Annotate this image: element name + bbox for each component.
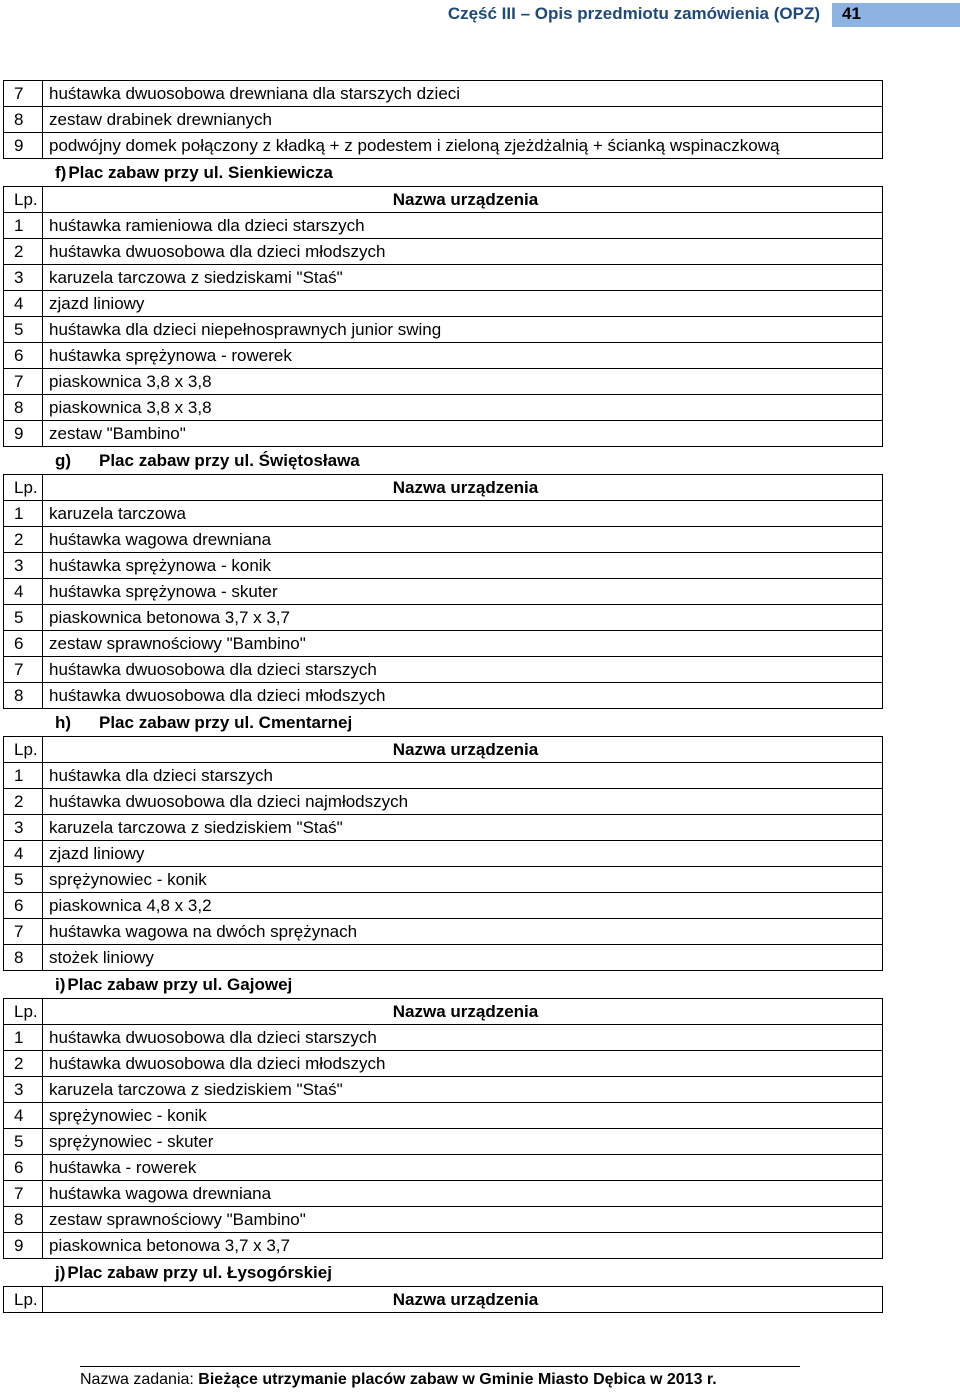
device-name: huśtawka dwuosobowa dla dzieci starszych [43, 657, 883, 683]
table-row [4, 945, 883, 971]
device-name: huśtawka wagowa na dwóch sprężynach [43, 919, 883, 945]
table-header-row [4, 187, 883, 213]
table-row [4, 841, 883, 867]
device-name: karuzela tarczowa [43, 501, 883, 527]
row-number: 4 [4, 579, 43, 605]
document-body [3, 80, 883, 1313]
device-name: huśtawka dwuosobowa drewniana dla starszych dzieci [43, 81, 883, 107]
row-number: 2 [4, 527, 43, 553]
section-name: Plac zabaw przy ul. Świętosława [99, 451, 360, 470]
table-row [4, 1051, 883, 1077]
table-row [4, 893, 883, 919]
section-name: Plac zabaw przy ul. Sienkiewicza [68, 163, 333, 182]
table-row [4, 631, 883, 657]
table-row [4, 395, 883, 421]
row-number: 2 [4, 239, 43, 265]
device-name: piaskownica 4,8 x 3,2 [43, 893, 883, 919]
row-number: 7 [4, 81, 43, 107]
column-header-name: Nazwa urządzenia [43, 737, 883, 763]
device-name: zestaw sprawnościowy "Bambino" [43, 631, 883, 657]
device-name: huśtawka dla dzieci starszych [43, 763, 883, 789]
row-number: 3 [4, 1077, 43, 1103]
equipment-table [3, 1286, 883, 1313]
device-name: zestaw sprawnościowy "Bambino" [43, 1207, 883, 1233]
column-header-lp: Lp. [4, 737, 43, 763]
table-row [4, 265, 883, 291]
table-row [4, 369, 883, 395]
row-number: 5 [4, 1129, 43, 1155]
row-number: 2 [4, 789, 43, 815]
equipment-table [3, 736, 883, 971]
column-header-name: Nazwa urządzenia [43, 187, 883, 213]
device-name: piaskownica 3,8 x 3,8 [43, 369, 883, 395]
table-row [4, 605, 883, 631]
column-header-name: Nazwa urządzenia [43, 999, 883, 1025]
row-number: 2 [4, 1051, 43, 1077]
row-number: 7 [4, 657, 43, 683]
table-row [4, 343, 883, 369]
table-row [4, 501, 883, 527]
section-name: Plac zabaw przy ul. Łysogórskiej [67, 1263, 332, 1282]
row-number: 8 [4, 107, 43, 133]
row-number: 9 [4, 133, 43, 159]
section-letter: g) [55, 451, 72, 470]
table-row [4, 789, 883, 815]
table-row [4, 1103, 883, 1129]
device-name: huśtawka dwuosobowa dla dzieci starszych [43, 1025, 883, 1051]
section-title [3, 971, 883, 998]
device-name: huśtawka ramieniowa dla dzieci starszych [43, 213, 883, 239]
table-row [4, 133, 883, 159]
device-name: zjazd liniowy [43, 291, 883, 317]
section-letter: f) [55, 163, 67, 182]
row-number: 5 [4, 317, 43, 343]
row-number: 8 [4, 1207, 43, 1233]
row-number: 8 [4, 683, 43, 709]
row-number: 5 [4, 867, 43, 893]
table-row [4, 1077, 883, 1103]
table-row [4, 1155, 883, 1181]
table-row [4, 867, 883, 893]
section-name: Plac zabaw przy ul. Cmentarnej [99, 713, 353, 732]
device-name: piaskownica betonowa 3,7 x 3,7 [43, 1233, 883, 1259]
row-number: 7 [4, 919, 43, 945]
section-title [3, 1259, 883, 1286]
section-letter: j) [55, 1263, 66, 1282]
equipment-table [3, 998, 883, 1259]
table-row [4, 317, 883, 343]
device-name: huśtawka wagowa drewniana [43, 1181, 883, 1207]
table-row [4, 815, 883, 841]
table-row [4, 213, 883, 239]
row-number: 1 [4, 1025, 43, 1051]
section-title [3, 159, 883, 186]
page-header [0, 0, 960, 30]
row-number: 1 [4, 501, 43, 527]
device-name: karuzela tarczowa z siedziskiem "Staś" [43, 1077, 883, 1103]
device-name: huśtawka dwuosobowa dla dzieci młodszych [43, 683, 883, 709]
section-letter: i) [55, 975, 66, 994]
row-number: 4 [4, 291, 43, 317]
row-number: 9 [4, 1233, 43, 1259]
table-row [4, 763, 883, 789]
row-number: 1 [4, 213, 43, 239]
page-number: 41 [842, 4, 861, 23]
table-header-row [4, 999, 883, 1025]
device-name: huśtawka - rowerek [43, 1155, 883, 1181]
table-row [4, 1207, 883, 1233]
device-name: piaskownica 3,8 x 3,8 [43, 395, 883, 421]
device-name: zestaw drabinek drewnianych [43, 107, 883, 133]
device-name: sprężynowiec - skuter [43, 1129, 883, 1155]
device-name: huśtawka wagowa drewniana [43, 527, 883, 553]
table-row [4, 683, 883, 709]
table-header-row [4, 475, 883, 501]
equipment-table [3, 186, 883, 447]
column-header-lp: Lp. [4, 999, 43, 1025]
equipment-table [3, 474, 883, 709]
device-name: piaskownica betonowa 3,7 x 3,7 [43, 605, 883, 631]
footer-task-name: Bieżące utrzymanie placów zabaw w Gminie Miasto Dębica w 2013 r. [198, 1371, 717, 1388]
device-name: huśtawka dwuosobowa dla dzieci młodszych [43, 1051, 883, 1077]
device-name: zjazd liniowy [43, 841, 883, 867]
page-number-box [832, 3, 960, 27]
row-number: 5 [4, 605, 43, 631]
section-title [3, 447, 883, 474]
device-name: huśtawka dwuosobowa dla dzieci najmłodszych [43, 789, 883, 815]
table-row [4, 1233, 883, 1259]
column-header-lp: Lp. [4, 475, 43, 501]
row-number: 8 [4, 945, 43, 971]
equipment-table [3, 80, 883, 159]
device-name: huśtawka dla dzieci niepełnosprawnych junior swing [43, 317, 883, 343]
column-header-lp: Lp. [4, 187, 43, 213]
row-number: 3 [4, 815, 43, 841]
row-number: 6 [4, 631, 43, 657]
table-row [4, 239, 883, 265]
device-name: sprężynowiec - konik [43, 867, 883, 893]
column-header-lp: Lp. [4, 1287, 43, 1313]
row-number: 1 [4, 763, 43, 789]
table-row [4, 553, 883, 579]
row-number: 6 [4, 343, 43, 369]
table-row [4, 1129, 883, 1155]
device-name: zestaw "Bambino" [43, 421, 883, 447]
device-name: podwójny domek połączony z kładką + z podestem i zieloną zjeżdżalnią + ścianką wspinaczkową [43, 133, 883, 159]
table-row [4, 1025, 883, 1051]
row-number: 7 [4, 369, 43, 395]
column-header-name: Nazwa urządzenia [43, 1287, 883, 1313]
column-header-name: Nazwa urządzenia [43, 475, 883, 501]
table-row [4, 81, 883, 107]
row-number: 9 [4, 421, 43, 447]
device-name: huśtawka dwuosobowa dla dzieci młodszych [43, 239, 883, 265]
footer-divider [80, 1366, 800, 1367]
row-number: 7 [4, 1181, 43, 1207]
table-row [4, 291, 883, 317]
row-number: 4 [4, 1103, 43, 1129]
device-name: huśtawka sprężynowa - konik [43, 553, 883, 579]
page-footer [80, 1371, 717, 1389]
device-name: karuzela tarczowa z siedziskiem "Staś" [43, 815, 883, 841]
table-row [4, 579, 883, 605]
row-number: 6 [4, 893, 43, 919]
section-title [3, 709, 883, 736]
table-row [4, 919, 883, 945]
row-number: 8 [4, 395, 43, 421]
footer-label: Nazwa zadania: [80, 1371, 199, 1388]
table-row [4, 1181, 883, 1207]
device-name: huśtawka sprężynowa - rowerek [43, 343, 883, 369]
row-number: 6 [4, 1155, 43, 1181]
table-row [4, 527, 883, 553]
row-number: 3 [4, 265, 43, 291]
document-part-title: Część III – Opis przedmiotu zamówienia (OPZ) [447, 4, 820, 23]
row-number: 3 [4, 553, 43, 579]
table-header-row [4, 1287, 883, 1313]
device-name: stożek liniowy [43, 945, 883, 971]
section-letter: h) [55, 713, 72, 732]
table-row [4, 421, 883, 447]
row-number: 4 [4, 841, 43, 867]
table-row [4, 107, 883, 133]
device-name: huśtawka sprężynowa - skuter [43, 579, 883, 605]
device-name: sprężynowiec - konik [43, 1103, 883, 1129]
table-row [4, 657, 883, 683]
table-header-row [4, 737, 883, 763]
device-name: karuzela tarczowa z siedziskami "Staś" [43, 265, 883, 291]
section-name: Plac zabaw przy ul. Gajowej [67, 975, 293, 994]
